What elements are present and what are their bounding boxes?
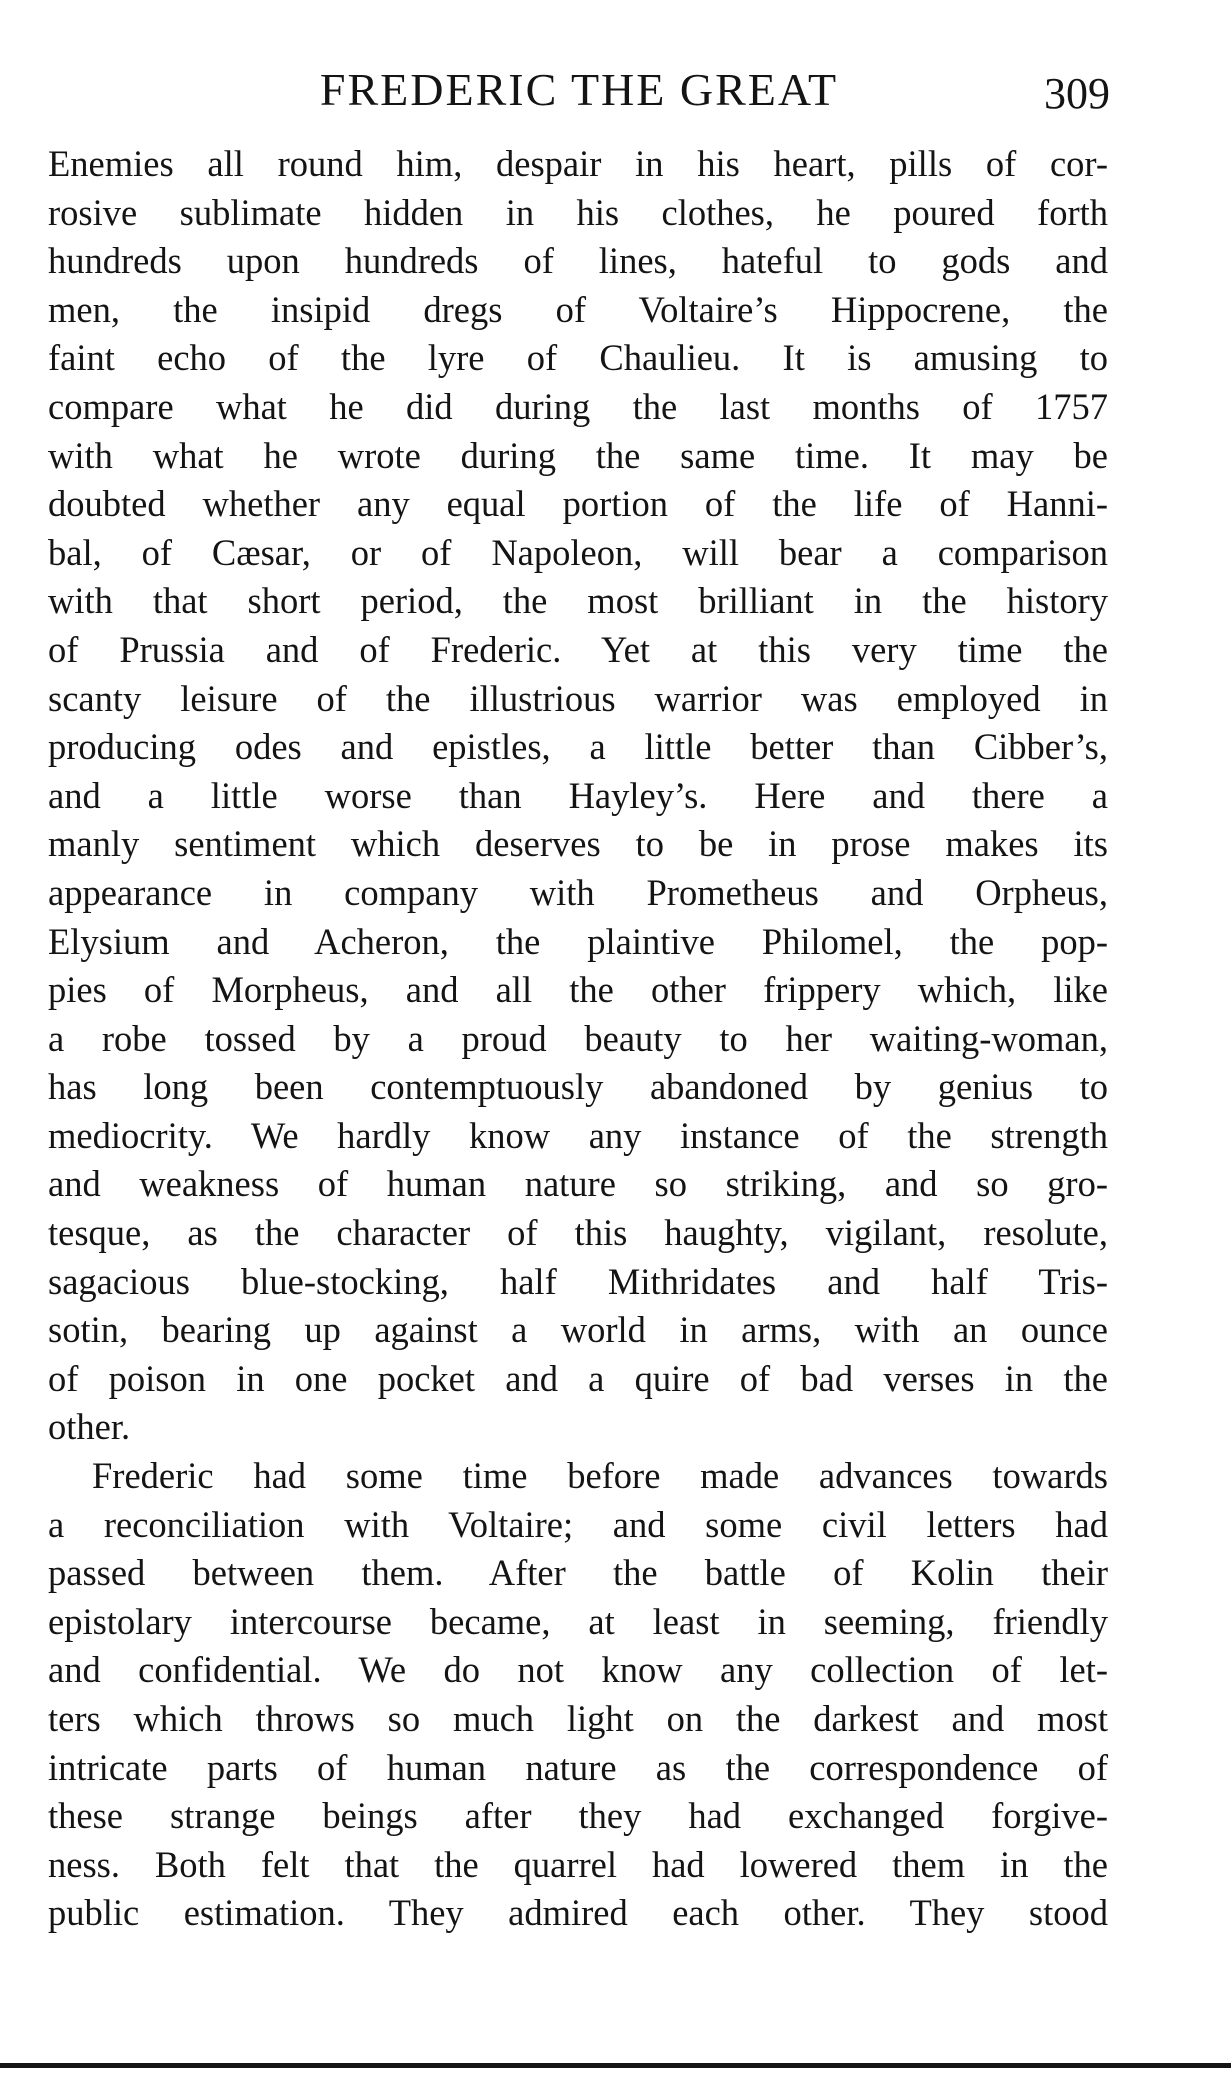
paragraph-1	[48, 140, 1108, 1452]
text-line: Frederic had some time before made advances towards	[92, 1455, 1108, 1497]
text-line: and a little worse than Hayley’s. Here and there a	[48, 774, 1108, 816]
text-line: other.	[48, 1406, 131, 1448]
text-line: Enemies all round him, despair in his heart, pills of cor-	[48, 143, 1108, 184]
text-line: hundreds upon hundreds of lines, hateful to gods and	[48, 240, 1108, 282]
text-line: sotin, bearing up against a world in arms, with an ounce	[48, 1309, 1108, 1351]
text-line: intricate parts of human nature as the correspondence of	[48, 1746, 1108, 1788]
text-line: manly sentiment which deserves to be in prose makes its	[48, 823, 1108, 865]
text-line: of Prussia and of Frederic. Yet at this very time the	[48, 628, 1108, 670]
text-line: public estimation. They admired each other. They stood	[48, 1892, 1108, 1934]
text-line: doubted whether any equal portion of the life of Hanni-	[48, 483, 1108, 525]
text-line: has long been contemptuously abandoned by genius to	[48, 1066, 1108, 1108]
text-line: a robe tossed by a proud beauty to her waiting-woman,	[48, 1017, 1108, 1059]
text-line: a reconciliation with Voltaire; and some civil letters had	[48, 1503, 1108, 1545]
text-line: tesque, as the character of this haughty, vigilant, resolute,	[48, 1212, 1108, 1254]
text-line: and confidential. We do not know any collection of let-	[48, 1649, 1108, 1691]
text-line: with what he wrote during the same time. It may be	[48, 434, 1108, 476]
running-head	[48, 60, 1110, 120]
text-line: and weakness of human nature so striking, and so gro-	[48, 1163, 1108, 1205]
body-text	[48, 140, 1108, 1938]
text-line: pies of Morpheus, and all the other frippery which, like	[48, 969, 1108, 1011]
text-line: passed between them. After the battle of Kolin their	[48, 1552, 1108, 1594]
text-line: men, the insipid dregs of Voltaire’s Hippocrene, the	[48, 288, 1108, 330]
text-line: producing odes and epistles, a little better than Cibber’s,	[48, 726, 1108, 768]
text-line: bal, of Cæsar, or of Napoleon, will bear a comparison	[48, 531, 1108, 573]
text-line: appearance in company with Prometheus and Orpheus,	[48, 871, 1108, 913]
text-line: rosive sublimate hidden in his clothes, he poured forth	[48, 191, 1108, 233]
text-line: scanty leisure of the illustrious warrior was employed in	[48, 677, 1108, 719]
text-line: mediocrity. We hardly know any instance of the strength	[48, 1114, 1108, 1156]
text-line: with that short period, the most brilliant in the history	[48, 580, 1108, 622]
text-line: of poison in one pocket and a quire of bad verses in the	[48, 1357, 1108, 1399]
text-line: epistolary intercourse became, at least in seeming, friendly	[48, 1600, 1108, 1642]
page-number: 309	[1044, 69, 1110, 118]
text-line: ters which throws so much light on the darkest and most	[48, 1698, 1108, 1739]
bottom-rule	[0, 2063, 1231, 2068]
text-line: Elysium and Acheron, the plaintive Philomel, the pop-	[48, 920, 1108, 962]
paragraph-2	[48, 1452, 1108, 1938]
running-title: FREDERIC THE GREAT	[319, 64, 839, 115]
text-line: compare what he did during the last months of 1757	[48, 385, 1108, 427]
text-line: these strange beings after they had exchanged forgive-	[48, 1795, 1108, 1837]
text-line: ness. Both felt that the quarrel had lowered them in the	[48, 1843, 1108, 1885]
text-line: faint echo of the lyre of Chaulieu. It is amusing to	[48, 337, 1108, 379]
text-line: sagacious blue-stocking, half Mithridates and half Tris-	[48, 1260, 1108, 1302]
